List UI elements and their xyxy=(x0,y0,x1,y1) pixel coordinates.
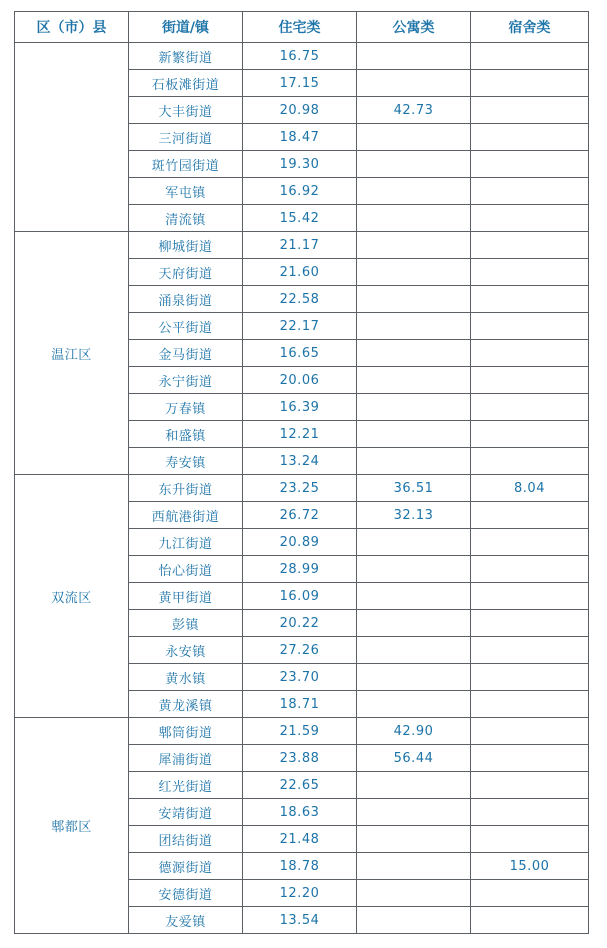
apartment-cell xyxy=(357,448,471,475)
street-cell: 安德街道 xyxy=(129,880,243,907)
dormitory-cell xyxy=(471,232,589,259)
district-cell: 温江区 xyxy=(15,232,129,475)
dormitory-cell xyxy=(471,826,589,853)
street-cell: 郫筒街道 xyxy=(129,718,243,745)
dormitory-cell xyxy=(471,43,589,70)
district-cell xyxy=(15,43,129,232)
apartment-cell xyxy=(357,583,471,610)
dormitory-cell xyxy=(471,97,589,124)
residential-cell: 13.54 xyxy=(243,907,357,934)
street-cell: 西航港街道 xyxy=(129,502,243,529)
apartment-cell: 42.90 xyxy=(357,718,471,745)
dormitory-cell xyxy=(471,178,589,205)
street-cell: 友爱镇 xyxy=(129,907,243,934)
apartment-cell xyxy=(357,691,471,718)
apartment-cell xyxy=(357,43,471,70)
apartment-cell xyxy=(357,151,471,178)
residential-cell: 13.24 xyxy=(243,448,357,475)
street-cell: 金马街道 xyxy=(129,340,243,367)
dormitory-cell xyxy=(471,286,589,313)
table-row xyxy=(15,718,589,745)
table-row xyxy=(15,475,589,502)
residential-cell: 15.42 xyxy=(243,205,357,232)
apartment-cell xyxy=(357,853,471,880)
apartment-cell xyxy=(357,664,471,691)
residential-cell: 22.58 xyxy=(243,286,357,313)
residential-cell: 19.30 xyxy=(243,151,357,178)
street-cell: 清流镇 xyxy=(129,205,243,232)
header-row xyxy=(15,12,589,43)
street-cell: 黄龙溪镇 xyxy=(129,691,243,718)
residential-cell: 18.78 xyxy=(243,853,357,880)
table-header xyxy=(15,12,589,43)
residential-cell: 22.65 xyxy=(243,772,357,799)
apartment-cell xyxy=(357,124,471,151)
dormitory-cell xyxy=(471,394,589,421)
rent-table xyxy=(14,11,589,934)
apartment-cell xyxy=(357,205,471,232)
street-cell: 万春镇 xyxy=(129,394,243,421)
street-cell: 新繁街道 xyxy=(129,43,243,70)
dormitory-cell xyxy=(471,610,589,637)
apartment-cell: 32.13 xyxy=(357,502,471,529)
dormitory-cell xyxy=(471,205,589,232)
residential-cell: 16.75 xyxy=(243,43,357,70)
dormitory-cell xyxy=(471,556,589,583)
dormitory-cell xyxy=(471,340,589,367)
dormitory-cell xyxy=(471,151,589,178)
street-cell: 红光街道 xyxy=(129,772,243,799)
dormitory-cell xyxy=(471,718,589,745)
apartment-cell xyxy=(357,880,471,907)
street-cell: 永宁街道 xyxy=(129,367,243,394)
street-cell: 石板滩街道 xyxy=(129,70,243,97)
residential-cell: 20.98 xyxy=(243,97,357,124)
dormitory-cell xyxy=(471,691,589,718)
dormitory-cell xyxy=(471,529,589,556)
header-street: 街道/镇 xyxy=(129,12,243,43)
street-cell: 团结街道 xyxy=(129,826,243,853)
table-row xyxy=(15,43,589,70)
residential-cell: 21.17 xyxy=(243,232,357,259)
street-cell: 寿安镇 xyxy=(129,448,243,475)
residential-cell: 21.59 xyxy=(243,718,357,745)
street-cell: 和盛镇 xyxy=(129,421,243,448)
apartment-cell xyxy=(357,70,471,97)
dormitory-cell xyxy=(471,880,589,907)
dormitory-cell xyxy=(471,313,589,340)
residential-cell: 18.71 xyxy=(243,691,357,718)
street-cell: 犀浦街道 xyxy=(129,745,243,772)
apartment-cell xyxy=(357,286,471,313)
apartment-cell: 42.73 xyxy=(357,97,471,124)
residential-cell: 27.26 xyxy=(243,637,357,664)
dormitory-cell xyxy=(471,421,589,448)
street-cell: 怡心街道 xyxy=(129,556,243,583)
street-cell: 东升街道 xyxy=(129,475,243,502)
dormitory-cell: 15.00 xyxy=(471,853,589,880)
residential-cell: 12.20 xyxy=(243,880,357,907)
residential-cell: 16.39 xyxy=(243,394,357,421)
street-cell: 彭镇 xyxy=(129,610,243,637)
apartment-cell xyxy=(357,556,471,583)
street-cell: 三河街道 xyxy=(129,124,243,151)
district-cell: 郫都区 xyxy=(15,718,129,934)
residential-cell: 16.09 xyxy=(243,583,357,610)
dormitory-cell xyxy=(471,448,589,475)
apartment-cell xyxy=(357,826,471,853)
dormitory-cell xyxy=(471,907,589,934)
residential-cell: 23.25 xyxy=(243,475,357,502)
dormitory-cell xyxy=(471,124,589,151)
residential-cell: 28.99 xyxy=(243,556,357,583)
header-dormitory: 宿舍类 xyxy=(471,12,589,43)
apartment-cell xyxy=(357,313,471,340)
apartment-cell xyxy=(357,421,471,448)
dormitory-cell xyxy=(471,799,589,826)
street-cell: 大丰街道 xyxy=(129,97,243,124)
residential-cell: 20.06 xyxy=(243,367,357,394)
residential-cell: 20.89 xyxy=(243,529,357,556)
residential-cell: 23.88 xyxy=(243,745,357,772)
header-apartment: 公寓类 xyxy=(357,12,471,43)
dormitory-cell xyxy=(471,259,589,286)
street-cell: 黄甲街道 xyxy=(129,583,243,610)
apartment-cell xyxy=(357,232,471,259)
dormitory-cell xyxy=(471,664,589,691)
street-cell: 安靖街道 xyxy=(129,799,243,826)
apartment-cell xyxy=(357,610,471,637)
apartment-cell xyxy=(357,799,471,826)
residential-cell: 20.22 xyxy=(243,610,357,637)
street-cell: 公平街道 xyxy=(129,313,243,340)
street-cell: 斑竹园街道 xyxy=(129,151,243,178)
dormitory-cell xyxy=(471,637,589,664)
residential-cell: 21.48 xyxy=(243,826,357,853)
residential-cell: 12.21 xyxy=(243,421,357,448)
district-cell: 双流区 xyxy=(15,475,129,718)
apartment-cell xyxy=(357,394,471,421)
dormitory-cell xyxy=(471,772,589,799)
apartment-cell xyxy=(357,907,471,934)
residential-cell: 22.17 xyxy=(243,313,357,340)
street-cell: 军屯镇 xyxy=(129,178,243,205)
apartment-cell: 56.44 xyxy=(357,745,471,772)
street-cell: 永安镇 xyxy=(129,637,243,664)
dormitory-cell xyxy=(471,502,589,529)
apartment-cell xyxy=(357,178,471,205)
dormitory-cell xyxy=(471,745,589,772)
header-residential: 住宅类 xyxy=(243,12,357,43)
street-cell: 天府街道 xyxy=(129,259,243,286)
dormitory-cell: 8.04 xyxy=(471,475,589,502)
street-cell: 德源街道 xyxy=(129,853,243,880)
street-cell: 涌泉街道 xyxy=(129,286,243,313)
apartment-cell xyxy=(357,529,471,556)
apartment-cell xyxy=(357,772,471,799)
street-cell: 九江街道 xyxy=(129,529,243,556)
residential-cell: 21.60 xyxy=(243,259,357,286)
apartment-cell xyxy=(357,637,471,664)
dormitory-cell xyxy=(471,583,589,610)
header-district: 区（市）县 xyxy=(15,12,129,43)
street-cell: 黄水镇 xyxy=(129,664,243,691)
residential-cell: 18.63 xyxy=(243,799,357,826)
rent-table-container xyxy=(14,11,589,934)
table-body xyxy=(15,43,589,934)
apartment-cell: 36.51 xyxy=(357,475,471,502)
apartment-cell xyxy=(357,259,471,286)
residential-cell: 17.15 xyxy=(243,70,357,97)
apartment-cell xyxy=(357,340,471,367)
residential-cell: 23.70 xyxy=(243,664,357,691)
residential-cell: 18.47 xyxy=(243,124,357,151)
residential-cell: 16.65 xyxy=(243,340,357,367)
street-cell: 柳城街道 xyxy=(129,232,243,259)
dormitory-cell xyxy=(471,70,589,97)
table-row xyxy=(15,232,589,259)
residential-cell: 26.72 xyxy=(243,502,357,529)
residential-cell: 16.92 xyxy=(243,178,357,205)
dormitory-cell xyxy=(471,367,589,394)
apartment-cell xyxy=(357,367,471,394)
